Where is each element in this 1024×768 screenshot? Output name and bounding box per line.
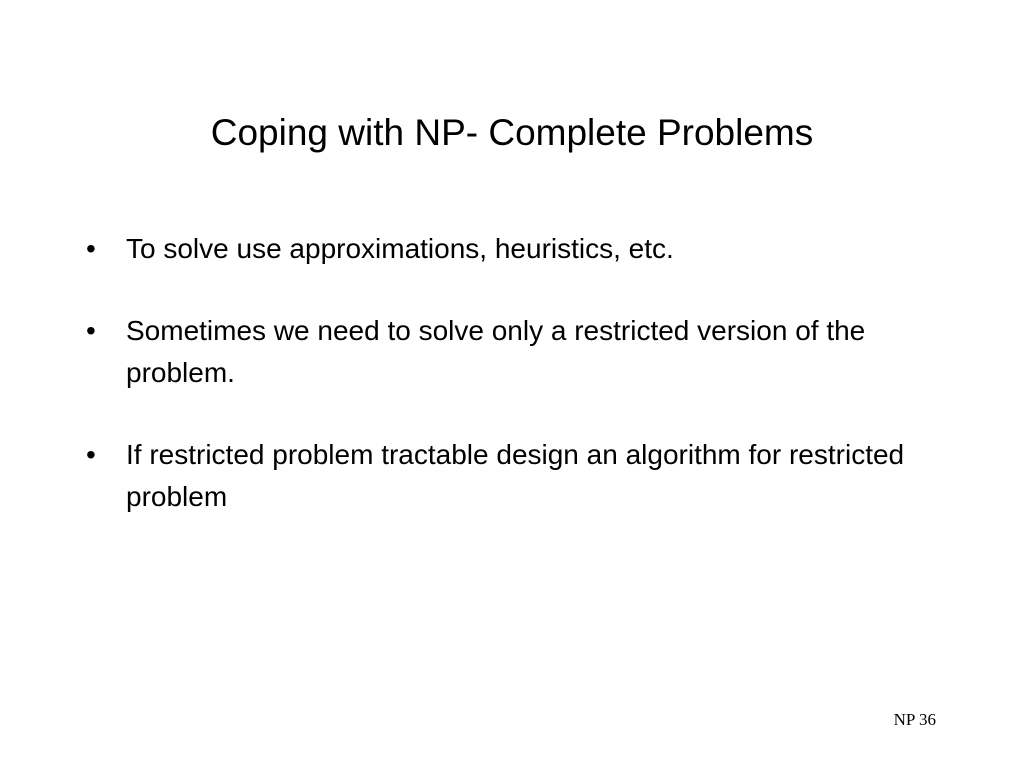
bullet-list	[86, 228, 956, 518]
bullet-text: If restricted problem tractable design an algorithm for restricted problem	[126, 439, 905, 512]
bullet-icon: •	[86, 315, 96, 346]
slide-number: NP 36	[893, 710, 936, 729]
bullet-item	[86, 228, 956, 270]
bullet-item	[86, 434, 956, 518]
bullet-icon: •	[86, 439, 96, 470]
bullet-text: To solve use approximations, heuristics, etc.	[126, 233, 674, 264]
slide-title: Coping with NP- Complete Problems	[210, 112, 814, 153]
bullet-icon: •	[86, 233, 96, 264]
bullet-text: Sometimes we need to solve only a restricted version of the problem.	[126, 315, 866, 388]
bullet-item	[86, 310, 956, 394]
